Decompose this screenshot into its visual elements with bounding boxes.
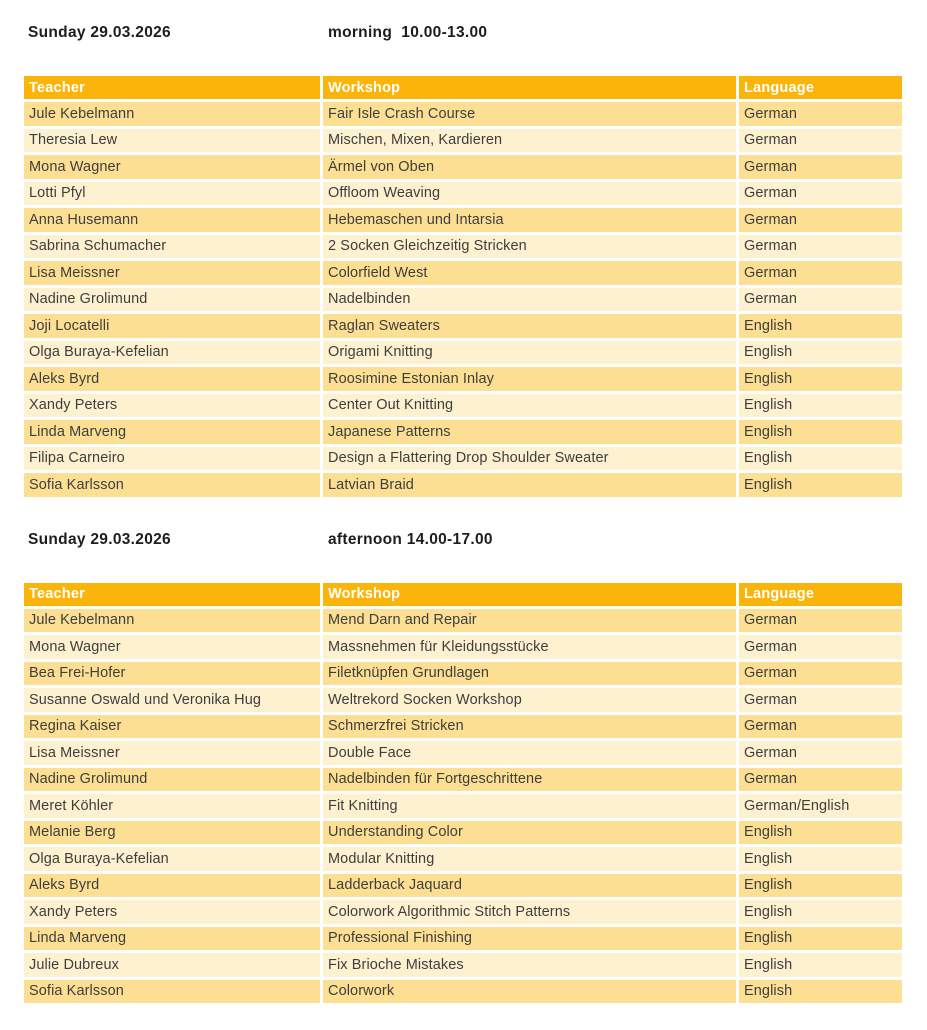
language-cell: German xyxy=(739,182,902,206)
workshop-cell: Modular Knitting xyxy=(323,847,736,871)
teacher-cell: Mona Wagner xyxy=(24,635,320,659)
teacher-cell: Nadine Grolimund xyxy=(24,288,320,312)
language-cell: English xyxy=(739,447,902,471)
workshop-cell: Fair Isle Crash Course xyxy=(323,102,736,126)
teacher-cell: Mona Wagner xyxy=(24,155,320,179)
teacher-cell: Lotti Pfyl xyxy=(24,182,320,206)
section-header xyxy=(28,24,902,42)
language-cell: German xyxy=(739,235,902,259)
workshop-cell: Mischen, Mixen, Kardieren xyxy=(323,129,736,153)
teacher-cell: Filipa Carneiro xyxy=(24,447,320,471)
workshop-cell: Filetknüpfen Grundlagen xyxy=(323,662,736,686)
language-cell: German xyxy=(739,741,902,765)
section-date: Sunday 29.03.2026 xyxy=(28,530,171,548)
workshop-cell: Massnehmen für Kleidungsstücke xyxy=(323,635,736,659)
teacher-cell: Regina Kaiser xyxy=(24,715,320,739)
table-header-row xyxy=(24,583,902,606)
language-cell: English xyxy=(739,367,902,391)
schedule-table xyxy=(24,583,902,1004)
language-cell: German xyxy=(739,102,902,126)
section-time: afternoon 14.00-17.00 xyxy=(328,530,493,548)
workshop-cell: Double Face xyxy=(323,741,736,765)
workshop-cell: Professional Finishing xyxy=(323,927,736,951)
workshop-cell: Colorwork xyxy=(323,980,736,1004)
teacher-cell: Aleks Byrd xyxy=(24,874,320,898)
workshop-cell: Fix Brioche Mistakes xyxy=(323,953,736,977)
teacher-cell: Linda Marveng xyxy=(24,420,320,444)
language-cell: English xyxy=(739,953,902,977)
schedule-section xyxy=(24,24,902,497)
language-cell: English xyxy=(739,874,902,898)
language-cell: English xyxy=(739,821,902,845)
teacher-cell: Anna Husemann xyxy=(24,208,320,232)
language-cell: English xyxy=(739,473,902,497)
workshop-cell: Ladderback Jaquard xyxy=(323,874,736,898)
teacher-cell: Meret Köhler xyxy=(24,794,320,818)
language-cell: English xyxy=(739,980,902,1004)
teacher-cell: Lisa Meissner xyxy=(24,261,320,285)
workshop-cell: Japanese Patterns xyxy=(323,420,736,444)
column-header-teacher: Teacher xyxy=(24,76,320,99)
teacher-cell: Theresia Lew xyxy=(24,129,320,153)
column-header-workshop: Workshop xyxy=(323,76,736,99)
language-cell: German xyxy=(739,155,902,179)
language-cell: English xyxy=(739,847,902,871)
workshop-cell: Raglan Sweaters xyxy=(323,314,736,338)
language-cell: German xyxy=(739,768,902,792)
teacher-cell: Sofia Karlsson xyxy=(24,473,320,497)
language-cell: English xyxy=(739,314,902,338)
language-cell: German xyxy=(739,635,902,659)
language-cell: English xyxy=(739,394,902,418)
workshop-cell: Origami Knitting xyxy=(323,341,736,365)
language-cell: German xyxy=(739,609,902,633)
teacher-cell: Lisa Meissner xyxy=(24,741,320,765)
workshop-cell: Colorwork Algorithmic Stitch Patterns xyxy=(323,900,736,924)
workshop-cell: 2 Socken Gleichzeitig Stricken xyxy=(323,235,736,259)
language-cell: English xyxy=(739,927,902,951)
language-cell: English xyxy=(739,341,902,365)
teacher-cell: Bea Frei-Hofer xyxy=(24,662,320,686)
section-header xyxy=(28,531,902,549)
table-body xyxy=(24,102,902,497)
teacher-cell: Aleks Byrd xyxy=(24,367,320,391)
teacher-cell: Olga Buraya-Kefelian xyxy=(24,341,320,365)
workshop-cell: Design a Flattering Drop Shoulder Sweater xyxy=(323,447,736,471)
language-cell: German xyxy=(739,129,902,153)
workshop-cell: Colorfield West xyxy=(323,261,736,285)
column-header-teacher: Teacher xyxy=(24,583,320,606)
workshop-cell: Nadelbinden für Fortgeschrittene xyxy=(323,768,736,792)
teacher-cell: Jule Kebelmann xyxy=(24,102,320,126)
teacher-cell: Joji Locatelli xyxy=(24,314,320,338)
workshop-cell: Mend Darn and Repair xyxy=(323,609,736,633)
teacher-cell: Melanie Berg xyxy=(24,821,320,845)
teacher-cell: Xandy Peters xyxy=(24,394,320,418)
teacher-cell: Sofia Karlsson xyxy=(24,980,320,1004)
workshop-cell: Ärmel von Oben xyxy=(323,155,736,179)
schedule-section xyxy=(24,531,902,1004)
language-cell: German xyxy=(739,688,902,712)
workshop-cell: Offloom Weaving xyxy=(323,182,736,206)
table-body xyxy=(24,609,902,1004)
language-cell: German xyxy=(739,261,902,285)
workshop-cell: Schmerzfrei Stricken xyxy=(323,715,736,739)
language-cell: English xyxy=(739,420,902,444)
teacher-cell: Linda Marveng xyxy=(24,927,320,951)
workshop-cell: Hebemaschen und Intarsia xyxy=(323,208,736,232)
teacher-cell: Susanne Oswald und Veronika Hug xyxy=(24,688,320,712)
language-cell: English xyxy=(739,900,902,924)
column-header-language: Language xyxy=(739,583,902,606)
schedule-table xyxy=(24,76,902,497)
workshop-cell: Nadelbinden xyxy=(323,288,736,312)
workshop-cell: Weltrekord Socken Workshop xyxy=(323,688,736,712)
section-time: morning 10.00-13.00 xyxy=(328,24,488,41)
language-cell: German xyxy=(739,288,902,312)
language-cell: German xyxy=(739,662,902,686)
workshop-cell: Fit Knitting xyxy=(323,794,736,818)
table-header-row xyxy=(24,76,902,99)
workshop-cell: Latvian Braid xyxy=(323,473,736,497)
language-cell: German xyxy=(739,208,902,232)
language-cell: German/English xyxy=(739,794,902,818)
teacher-cell: Xandy Peters xyxy=(24,900,320,924)
teacher-cell: Olga Buraya-Kefelian xyxy=(24,847,320,871)
teacher-cell: Jule Kebelmann xyxy=(24,609,320,633)
teacher-cell: Nadine Grolimund xyxy=(24,768,320,792)
language-cell: German xyxy=(739,715,902,739)
workshop-cell: Center Out Knitting xyxy=(323,394,736,418)
workshop-cell: Understanding Color xyxy=(323,821,736,845)
column-header-workshop: Workshop xyxy=(323,583,736,606)
workshop-cell: Roosimine Estonian Inlay xyxy=(323,367,736,391)
teacher-cell: Julie Dubreux xyxy=(24,953,320,977)
column-header-language: Language xyxy=(739,76,902,99)
section-date: Sunday 29.03.2026 xyxy=(28,24,171,41)
teacher-cell: Sabrina Schumacher xyxy=(24,235,320,259)
